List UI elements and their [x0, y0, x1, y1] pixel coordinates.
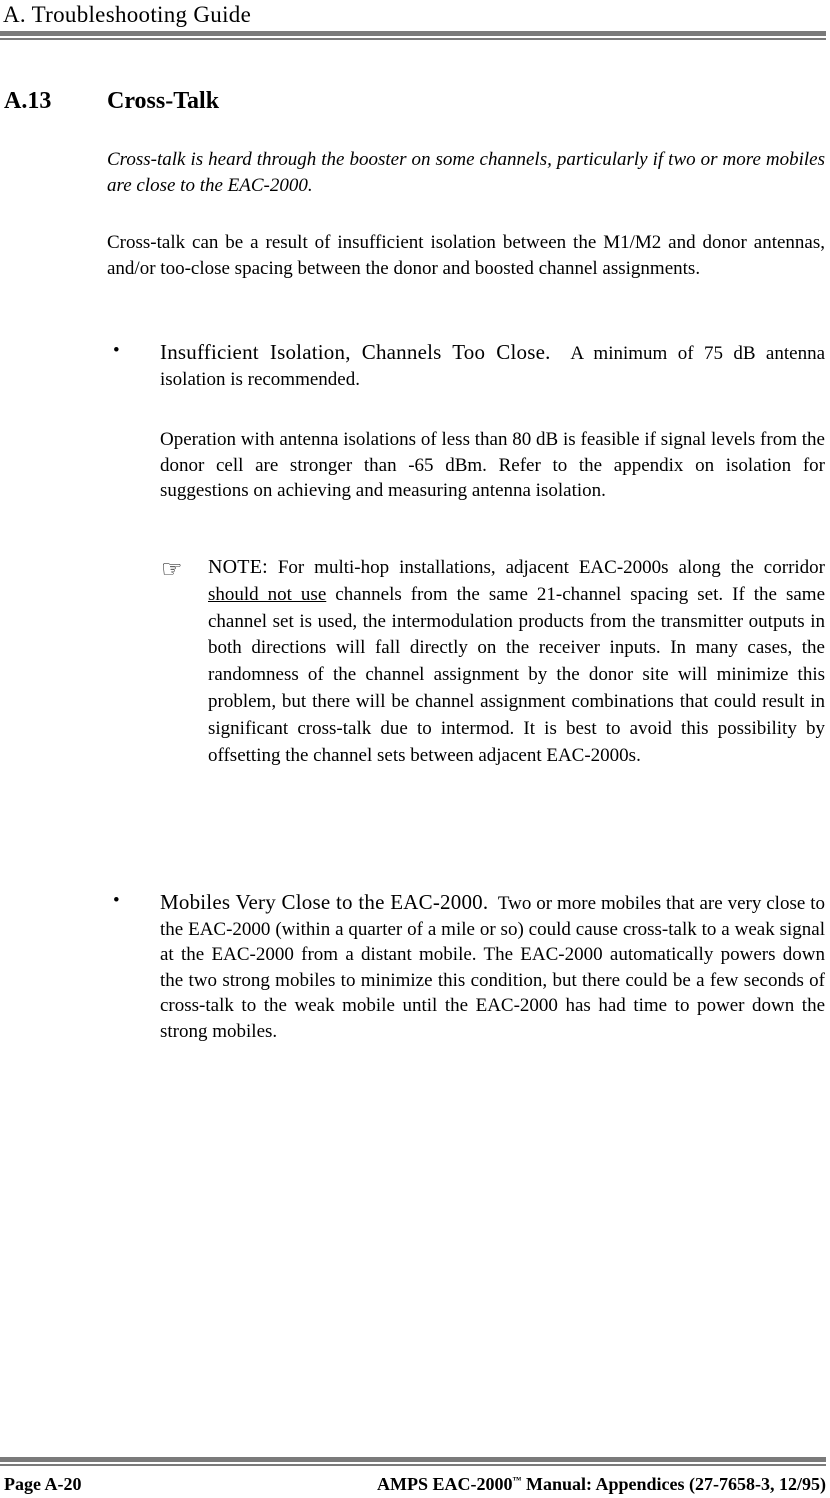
- page-number: Page A-20: [4, 1474, 82, 1494]
- section-number: A.13: [4, 88, 52, 114]
- note-text-before: For multi-hop installations, adjacent EAC-2000s along the corridor: [277, 557, 826, 578]
- cause-isolation-heading: Insufficient Isolation, Channels Too Close.: [160, 340, 551, 364]
- header-rule-thin: [0, 38, 826, 40]
- cause-isolation-text: A minimum of 75 dB antenna isolation is recommended.: [160, 343, 826, 390]
- manual-name: AMPS EAC-2000: [376, 1474, 513, 1494]
- note-text-after: channels from the same 21-channel spacing set. If the same channel set is used, the intermodulation products from the transmitter outputs in both directions will fall directly on the receiver inputs. In many cases, the randomness of the channel assignment by the donor site will minimize this problem, but there will be channel assignment combinations that could result in significant cross-talk due to intermod. It is best to avoid this possibility by offsetting the channel sets between adjacent EAC-2000s.: [208, 583, 826, 766]
- trademark-symbol: ™: [512, 1475, 522, 1485]
- running-header: A. Troubleshooting Guide: [3, 2, 252, 27]
- cause-mobiles-close: [160, 890, 825, 1044]
- footer-rule-thin: [0, 1464, 826, 1466]
- cause-mobiles-heading: Mobiles Very Close to the EAC-2000.: [160, 890, 489, 914]
- cause-isolation-paragraph-2: Operation with antenna isolations of less than 80 dB is feasible if signal levels from the donor cell are stronger than -65 dBm. Refer to the appendix on isolation for suggestions on achieving and measuring antenna isolation.: [160, 429, 825, 501]
- cause-mobiles-text: Two or more mobiles that are very close to the EAC-2000 (within a quarter of a mile or so) could cause cross-talk to a weak signal at the EAC-2000 from a distant mobile. The EAC-2000 automatically powers down the two strong mobiles to minimize this condition, but there could be a few seconds of cross-talk to the weak mobile until the EAC-2000 has had time to power down the strong mobiles.: [160, 893, 825, 1042]
- header-rule: [0, 31, 826, 36]
- manual-title: [377, 1474, 826, 1495]
- footer-rule: [0, 1457, 826, 1462]
- note-label: NOTE:: [208, 556, 268, 578]
- note-block: [208, 554, 825, 769]
- cause-isolation: [160, 340, 825, 392]
- symptom-text: Cross-talk is heard through the booster on some channels, particularly if two or more mobiles are close to the EAC-2000.: [107, 149, 825, 196]
- intro-paragraph: Cross-talk can be a result of insufficient isolation between the M1/M2 and donor antennas, and/or too-close spacing between the donor and boosted channel assignments.: [107, 232, 825, 279]
- bullet-marker: •: [113, 890, 120, 911]
- pointing-hand-icon: ☞: [161, 557, 183, 583]
- note-emphasis: should not use: [208, 583, 327, 605]
- manual-details: Manual: Appendices (27-7658-3, 12/95): [521, 1474, 826, 1494]
- section-title: Cross-Talk: [107, 88, 220, 114]
- bullet-marker: •: [113, 340, 120, 361]
